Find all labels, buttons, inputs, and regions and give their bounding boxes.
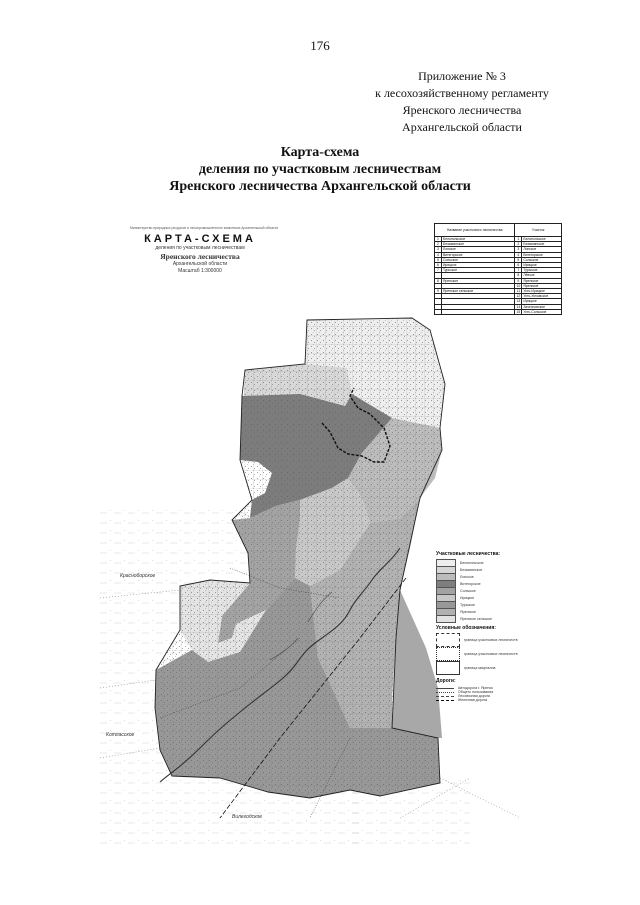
table-cell-site: Турьское	[522, 268, 562, 273]
table-cell-district: Яренское сельское	[442, 289, 515, 294]
table-cell-site: Яренское	[522, 283, 562, 288]
road-swatch	[436, 688, 454, 689]
legend-label: Турьское	[460, 602, 476, 607]
table-cell-district	[442, 309, 515, 314]
table-cell-site-number: 2	[515, 242, 522, 247]
map-header	[130, 226, 279, 275]
table-cell-site-number: 6	[515, 263, 522, 268]
legend-symbol	[436, 647, 564, 661]
table-cell-number: 5	[435, 257, 442, 262]
table-cell-district: Лопское	[442, 247, 515, 252]
table-header-district: Название участкового лесничества	[435, 224, 515, 237]
road-swatch	[436, 696, 454, 697]
legend-symbol-label: граница участковых лесничеств	[464, 652, 518, 656]
map-kind-title: КАРТА-СХЕМА	[144, 233, 256, 245]
legend-swatch	[436, 615, 456, 623]
title-line: Яренского лесничества Архангельской области	[169, 179, 471, 194]
appendix-line: к лесохозяйственному регламенту	[375, 86, 549, 100]
table-cell-site-number: 10	[516, 283, 521, 288]
appendix-note	[342, 68, 582, 136]
map-legend	[436, 548, 564, 702]
table-cell-number: 3	[435, 247, 442, 252]
neighbor-label-south: Вилегодское	[232, 814, 263, 820]
legend-label: Яренское сельское	[460, 616, 493, 621]
table-cell-district: Яренское	[442, 278, 515, 283]
table-header-site: Участок	[515, 224, 562, 237]
table-cell-site-number: 1	[515, 237, 522, 242]
appendix-line: Яренского лесничества	[402, 103, 522, 117]
document-title	[0, 144, 640, 195]
road-label: Общего пользования	[458, 690, 494, 694]
table-cell-number: 9	[435, 289, 442, 294]
table-cell-site: Белопольское	[522, 237, 562, 242]
map-subtitle: деления по участковым лесничествам	[155, 245, 245, 251]
legend-symbol-swatch	[436, 647, 460, 661]
table-cell-number: 6	[435, 263, 442, 268]
neighbor-label-west-upper: Красноборское	[120, 573, 156, 579]
legend-item	[436, 615, 564, 622]
table-cell-site-number: 13	[516, 299, 521, 304]
legend-label: Белопольское	[460, 560, 484, 565]
table-cell-site-number: 3	[515, 247, 522, 252]
table-cell-site: Усть-Ирицкое	[522, 289, 562, 294]
table-cell-site-number: 15	[516, 309, 521, 314]
table-cell-number: 7	[435, 268, 442, 273]
legend-symbol	[436, 661, 564, 675]
table-cell-site-number: 7	[515, 268, 522, 273]
legend-label: Ирицкое	[460, 595, 475, 600]
legend-symbol	[436, 633, 564, 647]
district-southeast	[392, 590, 442, 738]
map-org: Яренского лесничества	[160, 252, 240, 261]
table-cell-number: 1	[435, 237, 442, 242]
table-cell-number: 4	[435, 252, 442, 257]
table-cell-site: Витегорское	[522, 252, 562, 257]
table-cell-number: 8	[435, 278, 442, 283]
road-label: Лесовозная дорога	[458, 694, 490, 698]
table-cell-district: Белопольское	[442, 237, 515, 242]
legend-label: Безымянское	[460, 567, 483, 572]
table-cell-site-number: 11	[516, 289, 521, 294]
map-region: Архангельской области	[172, 261, 228, 267]
legend-heading: Условные обозначения:	[436, 625, 496, 631]
table-cell-number: 2	[435, 242, 442, 247]
table-cell-site: Усть-Сольское	[522, 309, 562, 314]
title-line: деления по участковым лесничествам	[198, 162, 442, 177]
legend-label: Лопское	[460, 574, 474, 579]
map-scale: Масштаб 1:300000	[178, 268, 222, 274]
legend-symbol-swatch	[436, 661, 460, 675]
legend-symbol-swatch	[436, 633, 460, 647]
neighbor-label-west-lower: Котласское	[106, 732, 135, 738]
table-cell-district: Сольское	[442, 257, 515, 262]
title-line: Карта-схема	[280, 145, 360, 160]
legend-road	[436, 698, 564, 702]
table-cell-site: Сольское	[522, 257, 562, 262]
table-cell-site: Ирицкое	[522, 299, 562, 304]
table-cell-district: Турьское	[442, 268, 515, 273]
legend-symbol-label: граница участковых лесничеств	[464, 638, 518, 642]
table-cell-site-number: 8	[515, 273, 522, 278]
table-cell-site: Лопское	[522, 247, 562, 252]
district-table	[434, 223, 562, 315]
table-cell-site: Зачесновское	[522, 304, 562, 309]
table-cell-number	[435, 309, 442, 314]
table-cell-site: Ирицкое	[522, 263, 562, 268]
table-cell-site-number: 14	[516, 304, 521, 309]
table-row	[435, 309, 562, 314]
ministry-label: Министерство природных ресурсов и лесопромышленного комплекса Архангельской области	[130, 226, 279, 230]
road-swatch	[436, 692, 454, 693]
table-cell-district: Витегорское	[442, 252, 515, 257]
forestry-map	[100, 218, 570, 850]
legend-label: Витегорское	[460, 581, 481, 586]
appendix-line: Приложение № 3	[418, 69, 506, 83]
table-cell-site: Яренское	[522, 278, 562, 283]
legend-symbol-label: граница кварталов	[464, 666, 496, 670]
table-cell-site-number: 5	[515, 257, 522, 262]
legend-heading: Участковые лесничества:	[436, 551, 501, 557]
table-cell-site-number: 12	[516, 294, 521, 299]
road-label: Автодорога г. Яренск	[458, 686, 493, 690]
road-swatch	[436, 700, 454, 701]
table-cell-site-number: 4	[515, 252, 522, 257]
table-cell-site: Лёвчое	[522, 273, 562, 278]
table-cell-site-number: 9	[515, 278, 522, 283]
table-cell-district: Ирицкое	[442, 263, 515, 268]
legend-label: Сольское	[460, 588, 476, 593]
table-cell-district: Безымянское	[442, 242, 515, 247]
appendix-line: Архангельской области	[402, 120, 522, 134]
table-cell-site: Безымянское	[522, 242, 562, 247]
table-cell-site: Усть-Уктымское	[522, 294, 562, 299]
legend-heading: Дороги:	[436, 678, 456, 684]
page-number: 176	[310, 38, 330, 53]
legend-label: Яренское	[460, 609, 476, 614]
road-label: Железная дорога	[458, 698, 488, 702]
